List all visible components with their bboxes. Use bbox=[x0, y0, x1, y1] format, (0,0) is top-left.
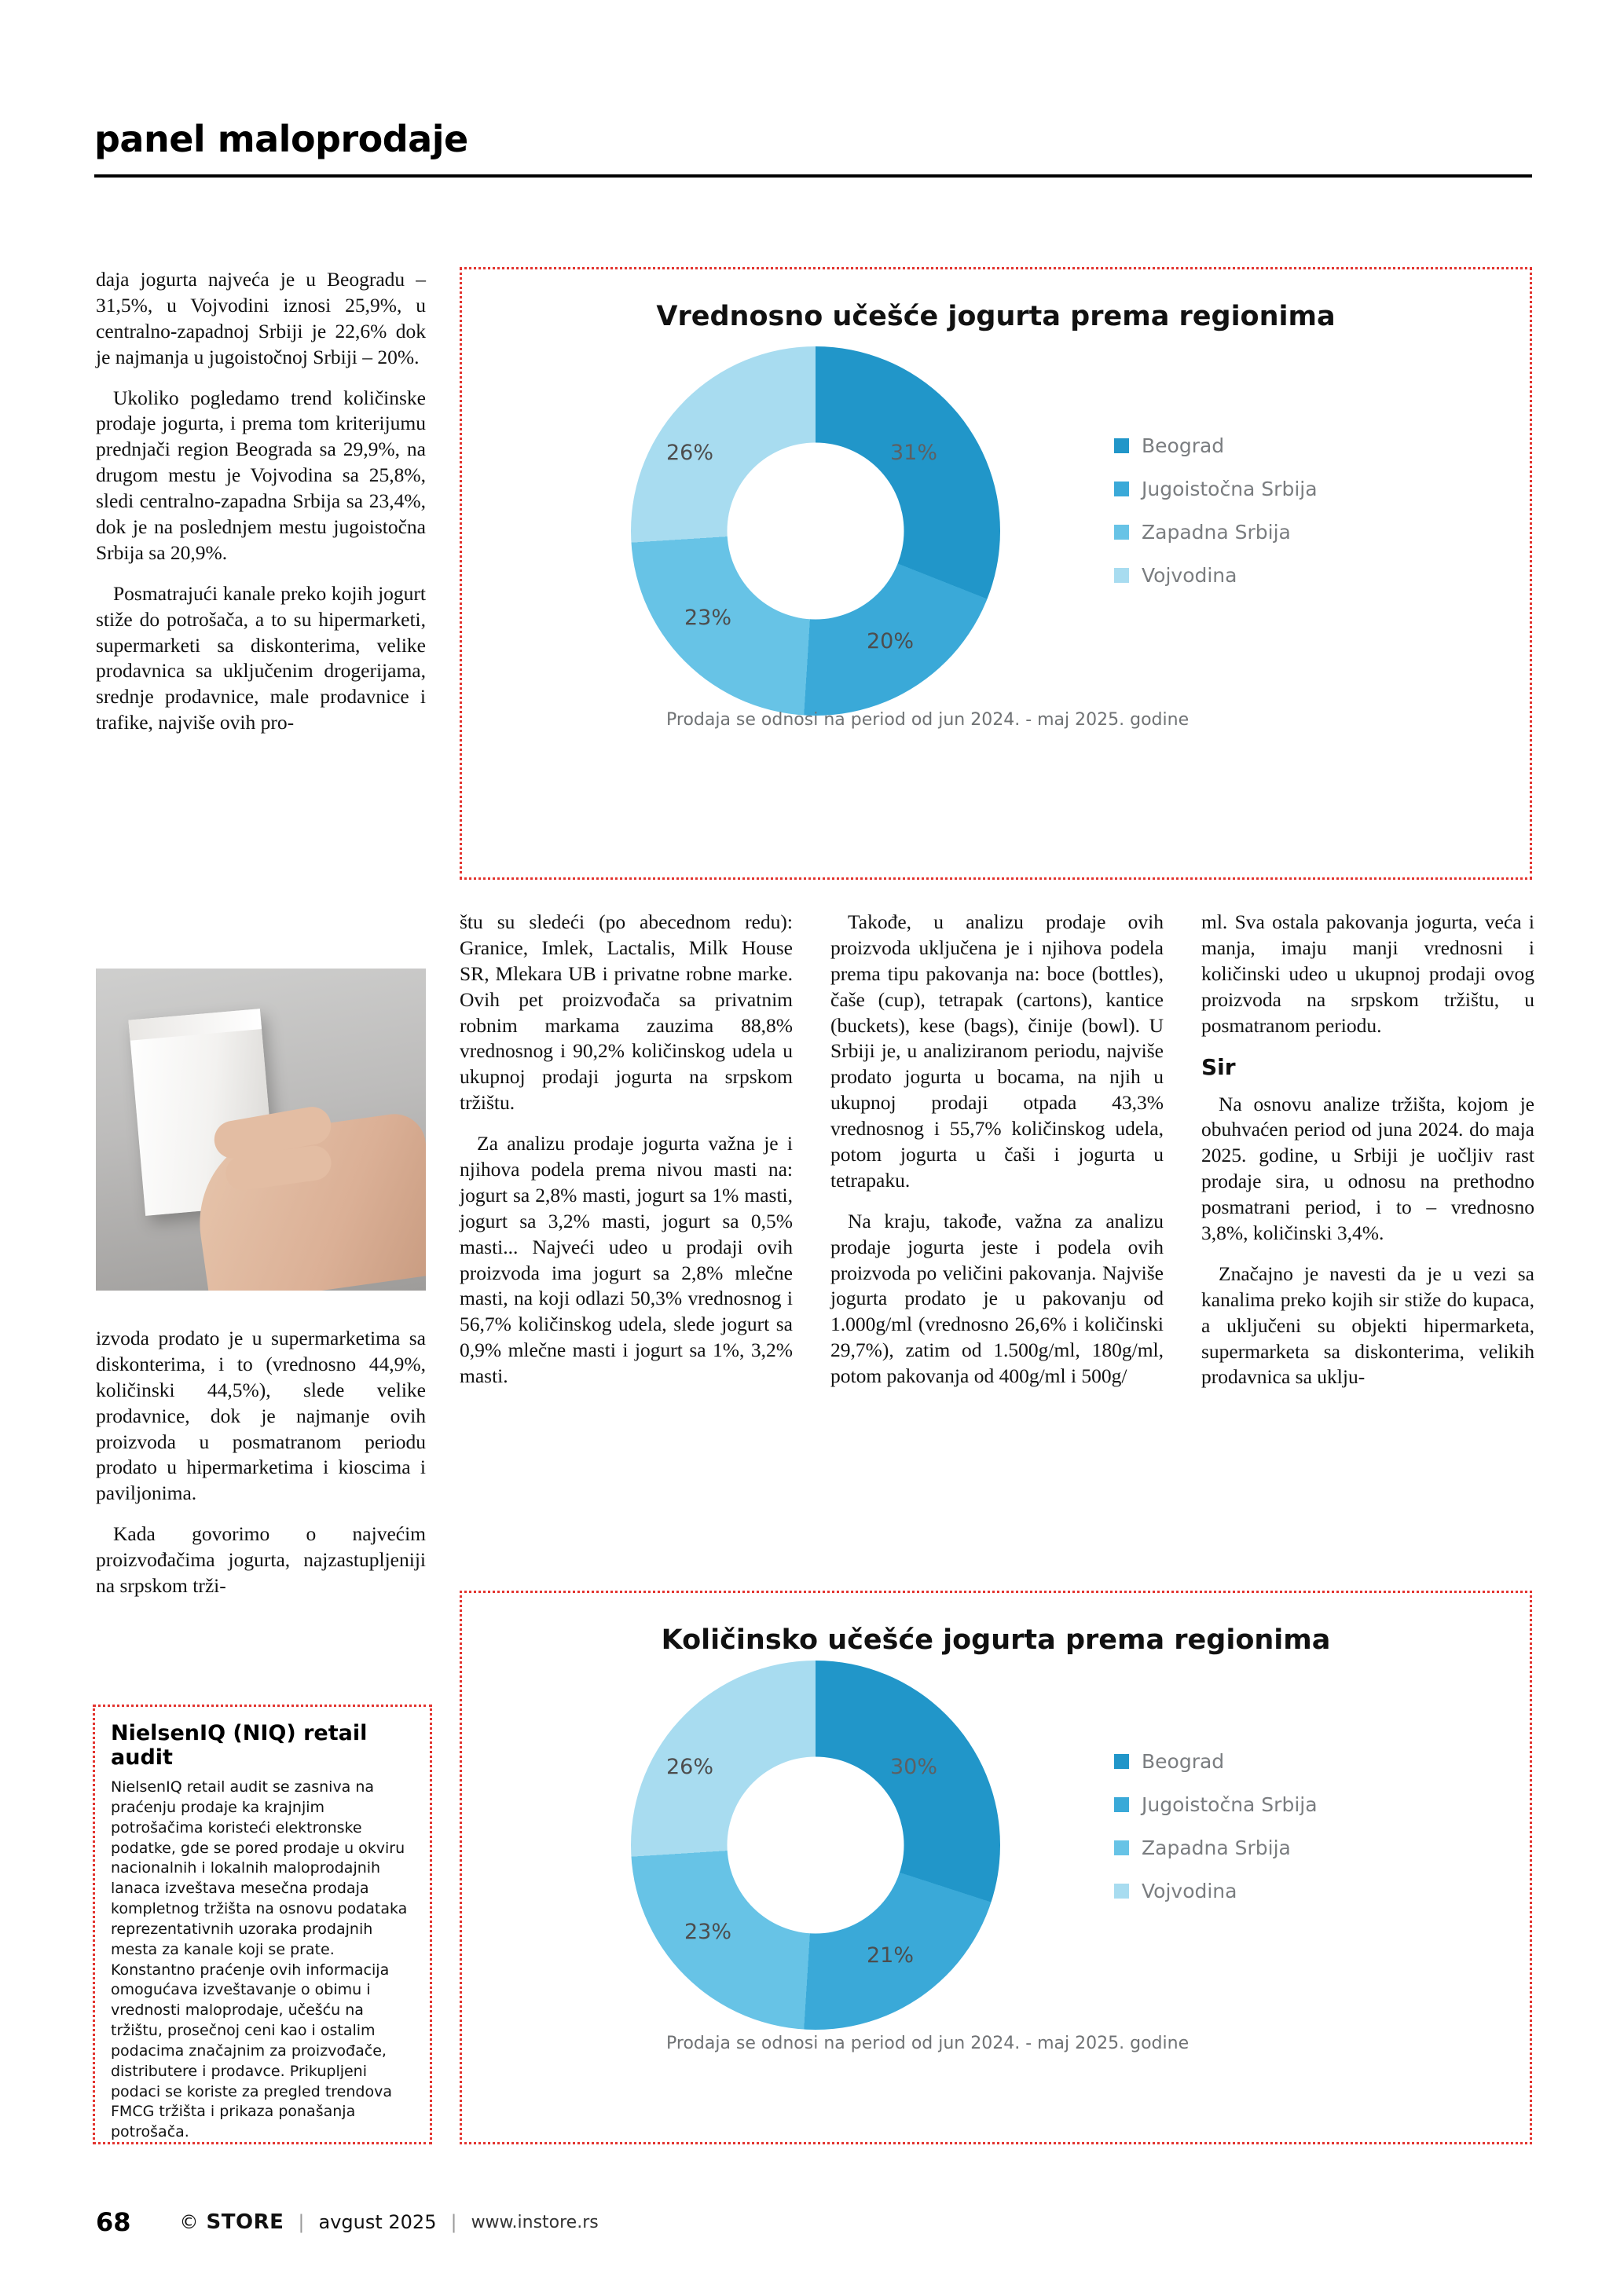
legend-label: Zapadna Srbija bbox=[1142, 521, 1291, 544]
header-divider bbox=[94, 174, 1532, 178]
chart-area bbox=[462, 332, 1530, 749]
legend-swatch-icon bbox=[1114, 438, 1129, 453]
legend-swatch-icon bbox=[1114, 568, 1129, 583]
legend-label: Vojvodina bbox=[1142, 1880, 1237, 1902]
paragraph: Za analizu prodaje jogurta važna je i njihova podela prema nivou masti na: jogurt sa 2,8% masti, jogurt sa 1% masti, jogurt sa 3,2% masti, jogurt sa 0,5% masti... Najveći udeo u prodaji ovih proizvoda ima jogurt sa 2,8% mlečne masti, na koji odlazi 50,3% vrednosnog i 56,7% količinskog udela, slede jogurt sa 0,9% mlečne masti i jogurt sa 1%, 3,2% masti. bbox=[460, 1132, 793, 1388]
chart-note: Prodaja se odnosi na period od jun 2024. - maj 2025. godine bbox=[666, 710, 1190, 730]
legend-item-jugoistocna-srbija bbox=[1114, 478, 1318, 500]
chart-panel-volume-share bbox=[460, 1591, 1532, 2144]
footer-separator: | bbox=[450, 2211, 457, 2233]
slice-label-zapadna: 23% bbox=[684, 1920, 732, 1944]
legend-label: Beograd bbox=[1142, 434, 1225, 457]
legend-label: Zapadna Srbija bbox=[1142, 1836, 1291, 1859]
chart-note: Prodaja se odnosi na period od jun 2024. - maj 2025. godine bbox=[666, 2034, 1190, 2053]
paragraph: daja jogurta najveća je u Beogradu – 31,5%, u Vojvodini iznosi 25,9%, u centralno-zapadnoj Srbiji je 22,6% dok je najmanja u jugoistočnoj Srbiji – 20%. bbox=[96, 268, 426, 368]
legend-label: Vojvodina bbox=[1142, 564, 1237, 587]
mid-column-2 bbox=[830, 910, 1164, 1405]
legend-item-zapadna-srbija bbox=[1114, 1836, 1318, 1859]
left-column-bottom bbox=[96, 1326, 426, 1614]
page-title: panel maloprodaje bbox=[94, 118, 468, 160]
slice-label-jugoistocna: 20% bbox=[867, 629, 915, 654]
masthead bbox=[94, 118, 1532, 178]
slice-label-zapadna: 23% bbox=[684, 606, 732, 630]
slice-label-vojvodina: 26% bbox=[666, 1755, 714, 1779]
donut-ring bbox=[631, 346, 1000, 716]
paragraph: Na kraju, takođe, važna za analizu prodaje jogurta jeste i podela ovih proizvoda po veličini pakovanja. Najviše jogurta prodato je u pakovanju od 1.000g/ml (vrednosno 26,6% i količinski 29,7%), zatim od 1.500g/ml, 180g/ml, potom pakovanja od 400g/ml i 500g/ bbox=[830, 1209, 1164, 1388]
chart-legend bbox=[1114, 434, 1318, 607]
legend-swatch-icon bbox=[1114, 525, 1129, 540]
chart-area bbox=[462, 1656, 1530, 2072]
slice-label-beograd: 31% bbox=[890, 441, 938, 465]
chart-panel-value-share bbox=[460, 267, 1532, 880]
legend-item-zapadna-srbija bbox=[1114, 521, 1318, 544]
chart-title: Vrednosno učešće jogurta prema regionima bbox=[656, 301, 1336, 332]
mid-columns bbox=[460, 910, 1536, 1405]
donut-hole bbox=[728, 443, 904, 620]
paragraph: Posmatrajući kanale preko kojih jogurt stiže do potrošača, a to su hipermarketi, supermarketi sa diskonterima, velike prodavnica sa uključenim drogerijama, srednje prodavnice, male prodavnice i trafike, najviše ovih pro- bbox=[96, 581, 426, 734]
footer-brand bbox=[180, 2210, 599, 2234]
legend-item-beograd bbox=[1114, 1750, 1318, 1773]
slice-label-vojvodina: 26% bbox=[666, 441, 714, 465]
issue-date: avgust 2025 bbox=[318, 2211, 437, 2233]
niq-box-title: NielsenIQ (NIQ) retail audit bbox=[111, 1721, 368, 1771]
legend-item-vojvodina bbox=[1114, 564, 1318, 587]
footer-separator: | bbox=[298, 2211, 305, 2233]
legend-label: Jugoistočna Srbija bbox=[1142, 478, 1318, 500]
donut-ring bbox=[631, 1661, 1000, 2030]
slice-label-jugoistocna: 21% bbox=[867, 1943, 915, 1968]
legend-item-beograd bbox=[1114, 434, 1318, 457]
mid-column-3 bbox=[1201, 910, 1534, 1405]
section-heading-sir: Sir bbox=[1201, 1054, 1236, 1081]
legend-swatch-icon bbox=[1114, 1754, 1129, 1769]
legend-swatch-icon bbox=[1114, 1797, 1129, 1812]
mid-column-1 bbox=[460, 910, 793, 1405]
page-number: 68 bbox=[96, 2207, 131, 2237]
paragraph: izvoda prodato je u supermarketima sa diskonterima, i to (vrednosno 44,9%, količinski 44,5%), slede velike prodavnice, dok je najmanje ovih proizvoda u posmatranom periodu prodato u hipermarketima i kioscima i paviljonima. bbox=[96, 1327, 426, 1505]
niq-box-body: NielsenIQ retail audit se zasniva na praćenju prodaje ka krajnjim potrošačima koristeći elektronske podatke, gde se pored prodaje u okviru nacionalnih i lokalnih maloprodajnih lanaca izveštava mesečna prodaja kompletnog tržišta na osnovu podataka reprezentativnih uzoraka prodajnih mesta za kanale koji se prate. Konstantno praćenje ovih informacija omogućava izveštavanje o obimu i vrednosti maloprodaje, učešću na tržištu, prosečnoj ceni kao i ostalim podacima značajnim za proizvođače, distributere i prodavce. Prikupljeni podaci se koriste za pregled trendova FMCG tržišta i prikaza ponašanja potrošača. bbox=[111, 1778, 408, 2141]
legend-item-vojvodina bbox=[1114, 1880, 1318, 1902]
legend-swatch-icon bbox=[1114, 482, 1129, 496]
paragraph: Na osnovu analize tržišta, kojom je obuhvaćen period od juna 2024. do maja 2025. godine, u Srbiji je uočljiv rast prodaje sira, u odnosu na prethodno posmatrani period, i to – vrednosno 3,8%, količinski 3,4%. bbox=[1201, 1092, 1534, 1245]
legend-label: Beograd bbox=[1142, 1750, 1225, 1773]
slice-label-beograd: 30% bbox=[890, 1755, 938, 1779]
yogurt-carton-photo bbox=[96, 969, 426, 1291]
donut-chart-volume bbox=[631, 1661, 1000, 2030]
footer-url[interactable]: www.instore.rs bbox=[471, 2212, 599, 2232]
chart-title: Količinsko učešće jogurta prema regionima bbox=[661, 1624, 1331, 1656]
page-footer bbox=[96, 2207, 1534, 2237]
niq-info-box bbox=[93, 1705, 432, 2144]
paragraph: Značajno je navesti da je u vezi sa kanalima preko kojih sir stiže do kupaca, a uključeni su objekti hipermarketa, supermarketa sa diskonterima, velikih prodavnica sa uklju- bbox=[1201, 1262, 1534, 1389]
paragraph: štu su sledeći (po abecednom redu): Granice, Imlek, Lactalis, Milk House SR, Mlekara UB i privatne robne marke. Ovih pet proizvođača sa privatnim robnim markama zauzima 88,8% vrednosnog i 90,2% količinskog udela u ukupnoj prodaji jogurta na srpskom tržištu. bbox=[460, 910, 793, 1115]
left-column-top bbox=[96, 267, 426, 751]
paragraph: Ukoliko pogledamo trend količinske prodaje jogurta, i prema tom kriterijumu prednjači region Beograda sa 29,9%, na drugom mestu je Vojvodina sa 25,8%, sledi centralno-zapadna Srbija sa 23,4%, dok je na poslednjem mestu jugoistočna Srbija sa 20,9%. bbox=[96, 386, 426, 564]
legend-swatch-icon bbox=[1114, 1884, 1129, 1899]
magazine-name: STORE bbox=[206, 2210, 284, 2234]
chart-legend bbox=[1114, 1750, 1318, 1923]
donut-hole bbox=[728, 1757, 904, 1934]
paragraph: ml. Sva ostala pakovanja jogurta, veća i manja, imaju manji vrednosni i količinski udeo u ukupnoj prodaji ovog proizvoda na srpskom tržištu, u posmatranom periodu. bbox=[1201, 910, 1534, 1037]
legend-label: Jugoistočna Srbija bbox=[1142, 1793, 1318, 1816]
legend-item-jugoistocna-srbija bbox=[1114, 1793, 1318, 1816]
paragraph: Takođe, u analizu prodaje ovih proizvoda uključena je i njihova podela prema tipu pakovanja na: boce (bottles), čaše (cup), tetrapak (cartons), kantice (buckets), kese (bags), činije (bowl). U Srbiji je, u analiziranom periodu, najviše prodato jogurta u bocama, na njih u ukupnoj prodaji otpada 43,3% vrednosnog i 55,7% količinskog udela, potom jogurta u čaši i jogurta u tetrapaku. bbox=[830, 910, 1164, 1192]
paragraph: Kada govorimo o najvećim proizvođačima jogurta, najzastupljeniji na srpskom trži- bbox=[96, 1522, 426, 1598]
copyright-icon: © bbox=[179, 2211, 199, 2233]
legend-swatch-icon bbox=[1114, 1840, 1129, 1855]
donut-chart-value bbox=[631, 346, 1000, 716]
